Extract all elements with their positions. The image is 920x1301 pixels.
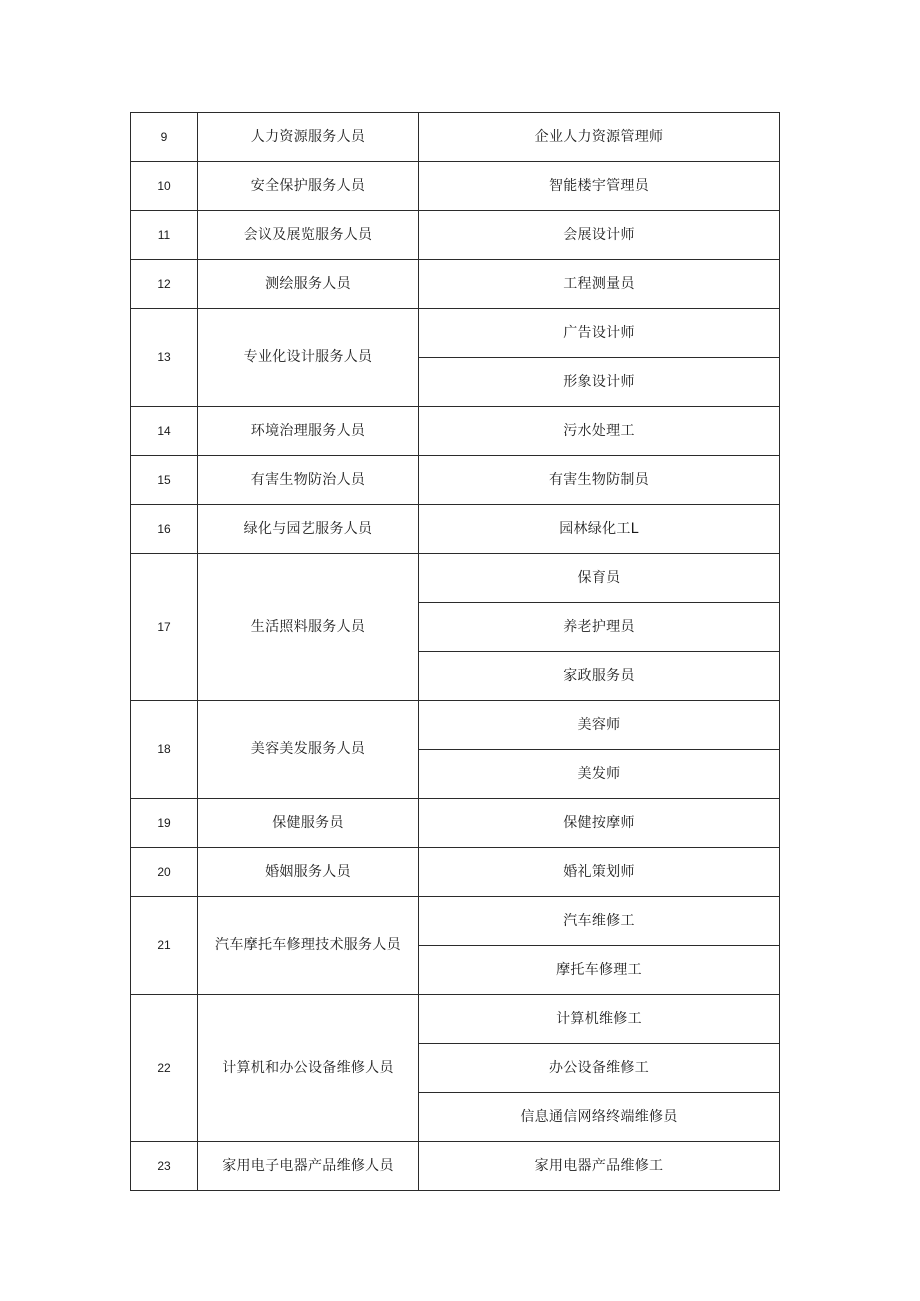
occupation-cell: 形象设计师 xyxy=(419,358,780,407)
row-number-cell: 12 xyxy=(131,260,198,309)
table-row xyxy=(131,113,780,162)
category-cell: 测绘服务人员 xyxy=(198,260,419,309)
occupation-cell: 企业人力资源管理师 xyxy=(419,113,780,162)
occupation-cell: 美发师 xyxy=(419,750,780,799)
table-row xyxy=(131,995,780,1044)
occupation-cell: 信息通信网络终端维修员 xyxy=(419,1093,780,1142)
row-number-cell: 23 xyxy=(131,1142,198,1191)
table-row xyxy=(131,799,780,848)
occupation-cell: 有害生物防制员 xyxy=(419,456,780,505)
occupation-cell: 计算机维修工 xyxy=(419,995,780,1044)
category-cell: 绿化与园艺服务人员 xyxy=(198,505,419,554)
category-cell: 保健服务员 xyxy=(198,799,419,848)
table-row xyxy=(131,701,780,750)
category-cell: 生活照料服务人员 xyxy=(198,554,419,701)
table-row xyxy=(131,554,780,603)
row-number-cell: 10 xyxy=(131,162,198,211)
category-cell: 美容美发服务人员 xyxy=(198,701,419,799)
category-cell: 计算机和办公设备维修人员 xyxy=(198,995,419,1142)
category-cell: 有害生物防治人员 xyxy=(198,456,419,505)
table-row xyxy=(131,260,780,309)
row-number-cell: 13 xyxy=(131,309,198,407)
occupation-cell: 保育员 xyxy=(419,554,780,603)
table-row xyxy=(131,456,780,505)
table-row xyxy=(131,309,780,358)
category-cell: 安全保护服务人员 xyxy=(198,162,419,211)
category-cell: 会议及展览服务人员 xyxy=(198,211,419,260)
occupation-cell: 广告设计师 xyxy=(419,309,780,358)
occupation-cell: 婚礼策划师 xyxy=(419,848,780,897)
row-number-cell: 20 xyxy=(131,848,198,897)
row-number-cell: 22 xyxy=(131,995,198,1142)
row-number-cell: 21 xyxy=(131,897,198,995)
row-number-cell: 18 xyxy=(131,701,198,799)
category-cell: 人力资源服务人员 xyxy=(198,113,419,162)
occupation-cell: 污水处理工 xyxy=(419,407,780,456)
occupation-table-body xyxy=(131,113,780,1191)
occupation-cell: 园林绿化工L xyxy=(419,505,780,554)
occupation-cell: 汽车维修工 xyxy=(419,897,780,946)
occupation-cell: 办公设备维修工 xyxy=(419,1044,780,1093)
row-number-cell: 16 xyxy=(131,505,198,554)
row-number-cell: 15 xyxy=(131,456,198,505)
row-number-cell: 9 xyxy=(131,113,198,162)
table-row xyxy=(131,505,780,554)
occupation-cell: 摩托车修理工 xyxy=(419,946,780,995)
category-cell: 家用电子电器产品维修人员 xyxy=(198,1142,419,1191)
table-row xyxy=(131,1142,780,1191)
occupation-cell: 保健按摩师 xyxy=(419,799,780,848)
occupation-cell: 智能楼宇管理员 xyxy=(419,162,780,211)
row-number-cell: 19 xyxy=(131,799,198,848)
table-row xyxy=(131,848,780,897)
table-row xyxy=(131,407,780,456)
category-cell: 专业化设计服务人员 xyxy=(198,309,419,407)
table-row xyxy=(131,162,780,211)
row-number-cell: 17 xyxy=(131,554,198,701)
occupation-table xyxy=(130,112,780,1191)
category-cell: 汽车摩托车修理技术服务人员 xyxy=(198,897,419,995)
category-cell: 环境治理服务人员 xyxy=(198,407,419,456)
table-row xyxy=(131,897,780,946)
occupation-cell: 美容师 xyxy=(419,701,780,750)
category-cell: 婚姻服务人员 xyxy=(198,848,419,897)
occupation-cell: 家政服务员 xyxy=(419,652,780,701)
row-number-cell: 11 xyxy=(131,211,198,260)
occupation-cell: 养老护理员 xyxy=(419,603,780,652)
occupation-cell: 工程测量员 xyxy=(419,260,780,309)
row-number-cell: 14 xyxy=(131,407,198,456)
occupation-cell: 家用电器产品维修工 xyxy=(419,1142,780,1191)
occupation-cell: 会展设计师 xyxy=(419,211,780,260)
table-row xyxy=(131,211,780,260)
